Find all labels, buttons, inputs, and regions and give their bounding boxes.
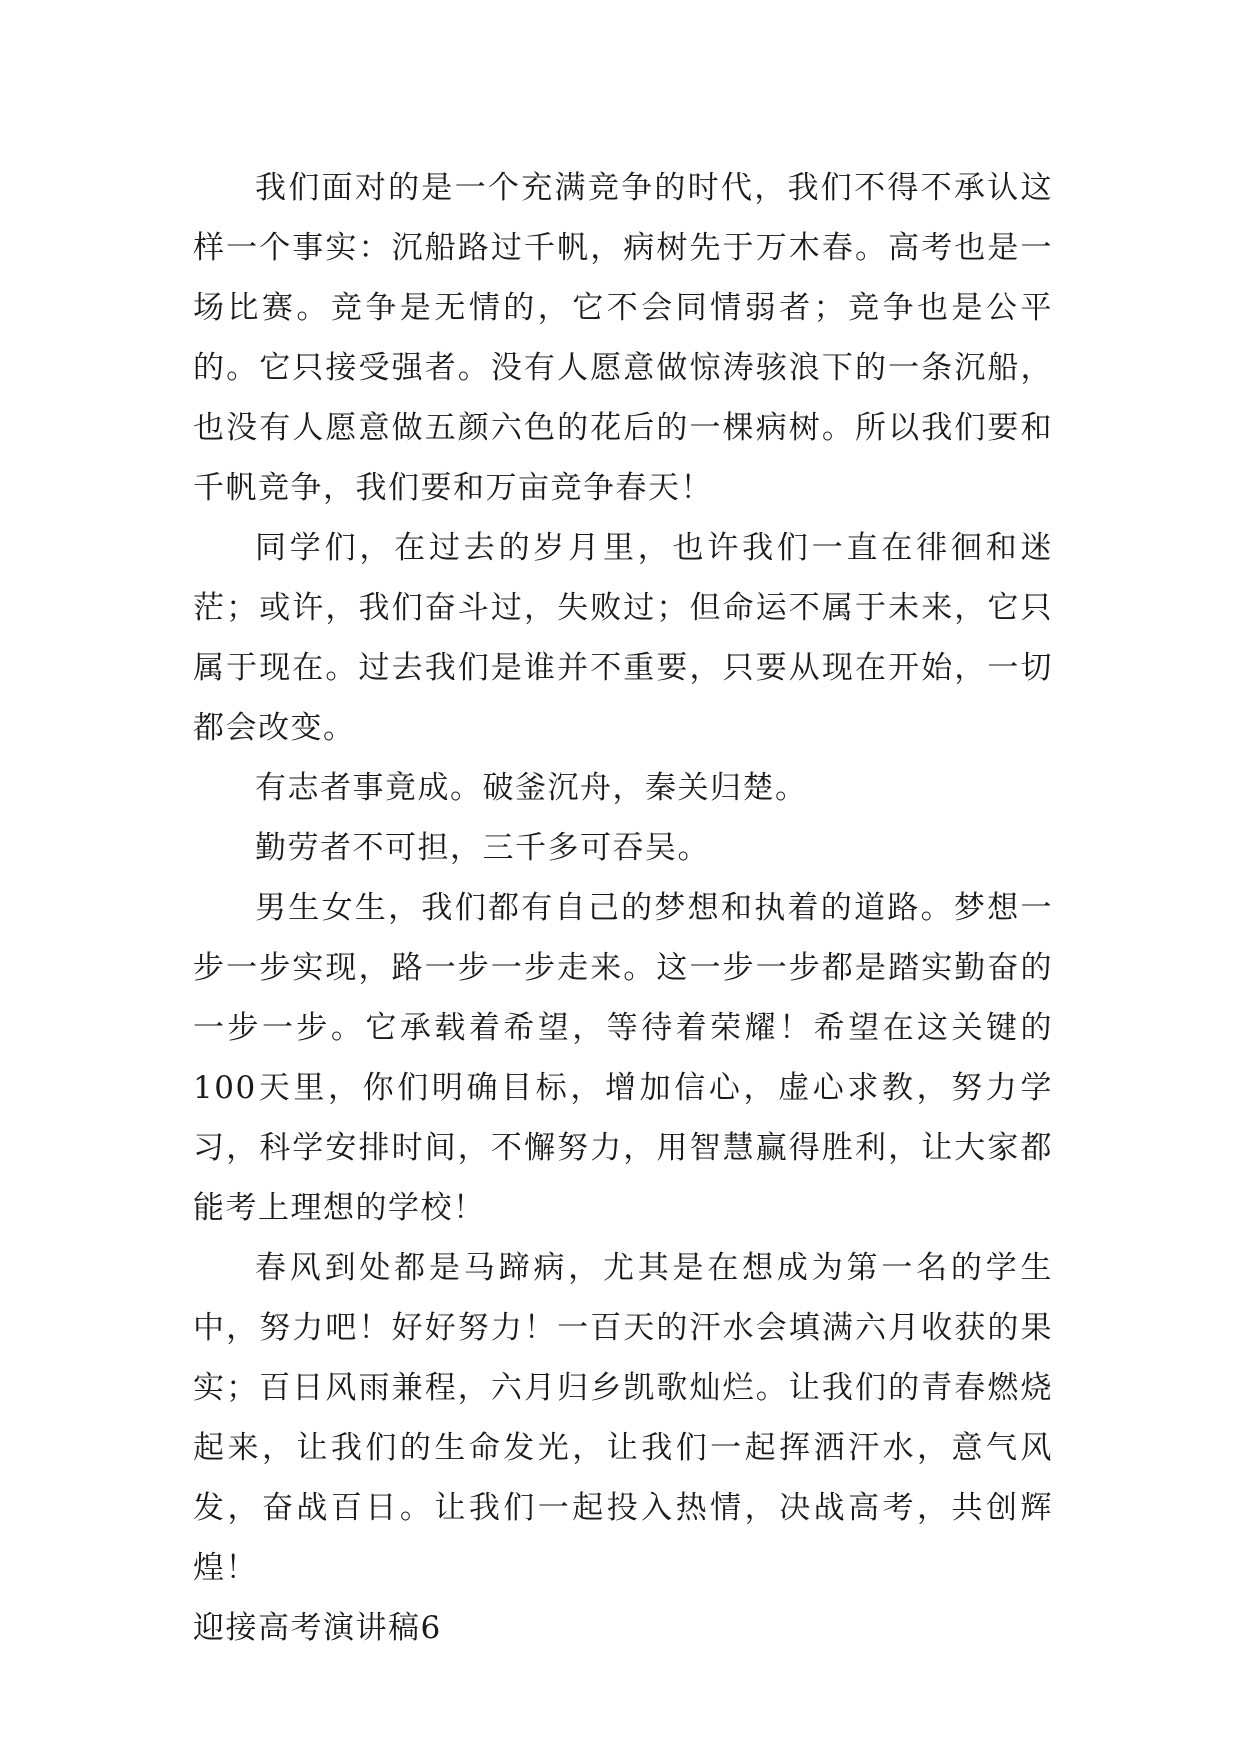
paragraph-dreams: 男生女生，我们都有自己的梦想和执着的道路。梦想一步一步实现，路一步一步走来。这一步一步都是踏实勤奋的一步一步。它承载着希望，等待着荣耀！希望在这关键的100天里，你们明确目标，增加信心，虚心求教，努力学习，科学安排时间，不懈努力，用智慧赢得胜利，让大家都能考上理想的学校！ xyxy=(193,890,1053,1226)
paragraph-proverb-1: 有志者事竟成。破釜沉舟，秦关归楚。 xyxy=(255,770,808,806)
paragraph-classmates: 同学们，在过去的岁月里，也许我们一直在徘徊和迷茫；或许，我们奋斗过，失败过；但命运不属于未来，它只属于现在。过去我们是谁并不重要，只要从现在开始，一切都会改变。 xyxy=(193,530,1053,746)
document-body xyxy=(193,158,1053,1658)
paragraph-spring-wind: 春风到处都是马蹄病，尤其是在想成为第一名的学生中，努力吧！好好努力！一百天的汗水会填满六月收获的果实；百日风雨兼程，六月归乡凯歌灿烂。让我们的青春燃烧起来，让我们的生命发光，让我们一起挥洒汗水，意气风发，奋战百日。让我们一起投入热情，决战高考，共创辉煌！ xyxy=(193,1250,1053,1586)
paragraph-competition: 我们面对的是一个充满竞争的时代，我们不得不承认这样一个事实：沉船路过千帆，病树先于万木春。高考也是一场比赛。竞争是无情的，它不会同情弱者；竞争也是公平的。它只接受强者。没有人愿意做惊涛骇浪下的一条沉船，也没有人愿意做五颜六色的花后的一棵病树。所以我们要和千帆竞争，我们要和万亩竞争春天！ xyxy=(193,170,1053,506)
paragraph-proverb-2: 勤劳者不可担，三千多可吞吴。 xyxy=(255,830,710,866)
section-heading: 迎接高考演讲稿6 xyxy=(193,1610,442,1646)
